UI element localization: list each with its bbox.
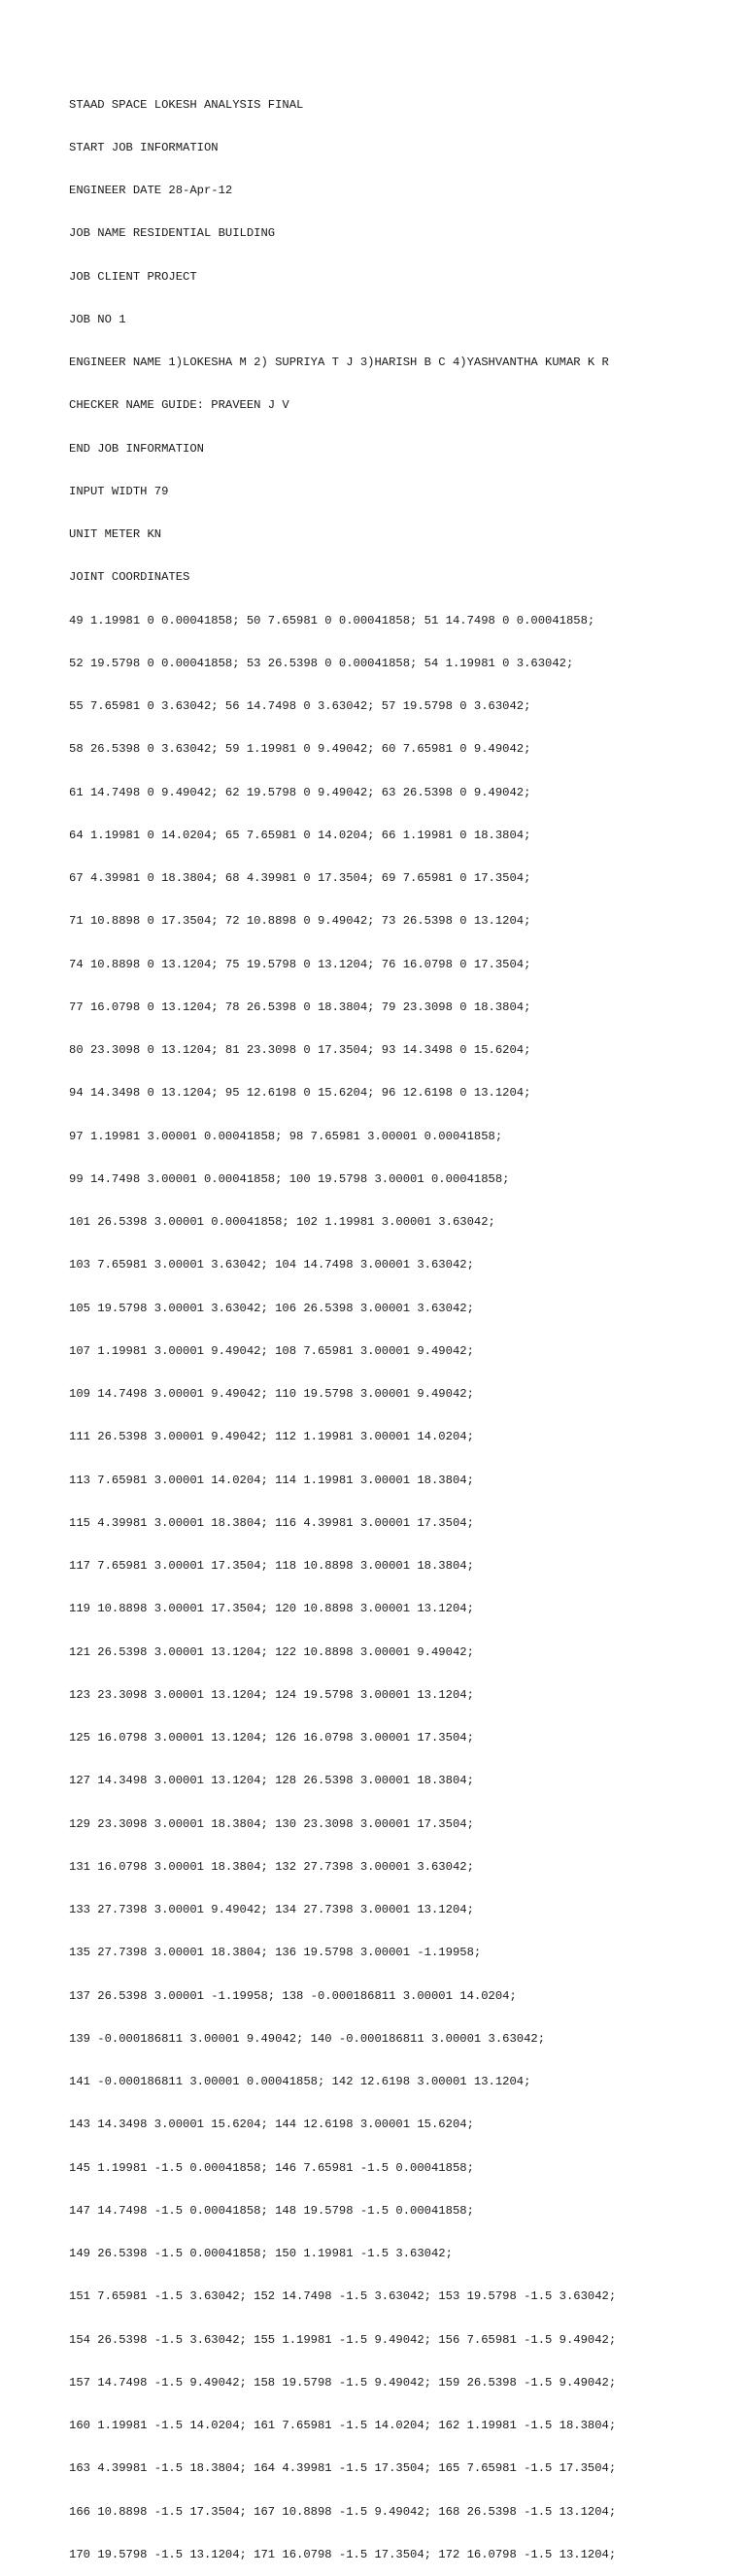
text-line: START JOB INFORMATION bbox=[69, 140, 219, 154]
text-line: 145 1.19981 -1.5 0.00041858; 146 7.65981 -1.5 0.00041858; bbox=[69, 2160, 474, 2175]
text-line: JOINT COORDINATES bbox=[69, 570, 190, 585]
text-line: 143 14.3498 3.00001 15.6204; 144 12.6198 3.00001 15.6204; bbox=[69, 2118, 474, 2132]
text-line: 115 4.39981 3.00001 18.3804; 116 4.39981 3.00001 17.3504; bbox=[69, 1515, 474, 1530]
text-line: 129 23.3098 3.00001 18.3804; 130 23.3098 3.00001 17.3504; bbox=[69, 1816, 474, 1831]
text-line: 94 14.3498 0 13.1204; 95 12.6198 0 15.6204; 96 12.6198 0 13.1204; bbox=[69, 1086, 531, 1101]
text-line: 61 14.7498 0 9.49042; 62 19.5798 0 9.49042; 63 26.5398 0 9.49042; bbox=[69, 785, 531, 799]
text-line: INPUT WIDTH 79 bbox=[69, 484, 169, 498]
text-line: 154 26.5398 -1.5 3.63042; 155 1.19981 -1.5 9.49042; 156 7.65981 -1.5 9.49042; bbox=[69, 2332, 617, 2347]
text-line: 113 7.65981 3.00001 14.0204; 114 1.19981 3.00001 18.3804; bbox=[69, 1473, 474, 1487]
text-line: 49 1.19981 0 0.00041858; 50 7.65981 0 0.00041858; 51 14.7498 0 0.00041858; bbox=[69, 613, 595, 627]
text-line: JOB NAME RESIDENTIAL BUILDING bbox=[69, 226, 276, 241]
text-line: 166 10.8898 -1.5 17.3504; 167 10.8898 -1.5 9.49042; 168 26.5398 -1.5 13.1204; bbox=[69, 2504, 617, 2519]
text-line: 71 10.8898 0 17.3504; 72 10.8898 0 9.49042; 73 26.5398 0 13.1204; bbox=[69, 914, 531, 929]
text-line: 170 19.5798 -1.5 13.1204; 171 16.0798 -1.5 17.3504; 172 16.0798 -1.5 13.1204; bbox=[69, 2547, 617, 2561]
text-line: 123 23.3098 3.00001 13.1204; 124 19.5798 3.00001 13.1204; bbox=[69, 1687, 474, 1702]
text-line: 52 19.5798 0 0.00041858; 53 26.5398 0 0.00041858; 54 1.19981 0 3.63042; bbox=[69, 656, 574, 670]
text-line: 163 4.39981 -1.5 18.3804; 164 4.39981 -1.5 17.3504; 165 7.65981 -1.5 17.3504; bbox=[69, 2461, 617, 2476]
text-line: 58 26.5398 0 3.63042; 59 1.19981 0 9.49042; 60 7.65981 0 9.49042; bbox=[69, 742, 531, 757]
text-line: END JOB INFORMATION bbox=[69, 441, 204, 456]
text-line: 135 27.7398 3.00001 18.3804; 136 19.5798 3.00001 -1.19958; bbox=[69, 1946, 482, 1960]
text-line: 80 23.3098 0 13.1204; 81 23.3098 0 17.3504; 93 14.3498 0 15.6204; bbox=[69, 1043, 531, 1057]
text-line: 139 -0.000186811 3.00001 9.49042; 140 -0.000186811 3.00001 3.63042; bbox=[69, 2031, 546, 2046]
text-line: 117 7.65981 3.00001 17.3504; 118 10.8898 3.00001 18.3804; bbox=[69, 1559, 474, 1573]
document-text-body bbox=[69, 69, 739, 2576]
text-line: 107 1.19981 3.00001 9.49042; 108 7.65981 3.00001 9.49042; bbox=[69, 1343, 474, 1358]
text-line: 111 26.5398 3.00001 9.49042; 112 1.19981 3.00001 14.0204; bbox=[69, 1430, 474, 1444]
text-line: 127 14.3498 3.00001 13.1204; 128 26.5398 3.00001 18.3804; bbox=[69, 1774, 474, 1788]
text-line: 147 14.7498 -1.5 0.00041858; 148 19.5798 -1.5 0.00041858; bbox=[69, 2203, 474, 2218]
text-line: 77 16.0798 0 13.1204; 78 26.5398 0 18.3804; 79 23.3098 0 18.3804; bbox=[69, 1000, 531, 1014]
text-line: 55 7.65981 0 3.63042; 56 14.7498 0 3.63042; 57 19.5798 0 3.63042; bbox=[69, 699, 531, 713]
text-line: JOB CLIENT PROJECT bbox=[69, 269, 197, 284]
text-line: 74 10.8898 0 13.1204; 75 19.5798 0 13.1204; 76 16.0798 0 17.3504; bbox=[69, 957, 531, 971]
text-line: 67 4.39981 0 18.3804; 68 4.39981 0 17.3504; 69 7.65981 0 17.3504; bbox=[69, 871, 531, 885]
text-line: 119 10.8898 3.00001 17.3504; 120 10.8898 3.00001 13.1204; bbox=[69, 1602, 474, 1616]
text-line: 99 14.7498 3.00001 0.00041858; 100 19.5798 3.00001 0.00041858; bbox=[69, 1171, 510, 1186]
text-line: ENGINEER NAME 1)LOKESHA M 2) SUPRIYA T J 3)HARISH B C 4)YASHVANTHA KUMAR K R bbox=[69, 356, 609, 369]
text-line: 157 14.7498 -1.5 9.49042; 158 19.5798 -1.5 9.49042; 159 26.5398 -1.5 9.49042; bbox=[69, 2375, 617, 2390]
text-line: 141 -0.000186811 3.00001 0.00041858; 142 12.6198 3.00001 13.1204; bbox=[69, 2075, 531, 2088]
text-line: 149 26.5398 -1.5 0.00041858; 150 1.19981 -1.5 3.63042; bbox=[69, 2247, 453, 2260]
text-line: 64 1.19981 0 14.0204; 65 7.65981 0 14.0204; 66 1.19981 0 18.3804; bbox=[69, 828, 531, 842]
text-line: CHECKER NAME GUIDE: PRAVEEN J V bbox=[69, 398, 289, 413]
text-line: 160 1.19981 -1.5 14.0204; 161 7.65981 -1.5 14.0204; 162 1.19981 -1.5 18.3804; bbox=[69, 2419, 617, 2432]
text-line: STAAD SPACE LOKESH ANALYSIS FINAL bbox=[69, 97, 304, 112]
text-line: 109 14.7498 3.00001 9.49042; 110 19.5798 3.00001 9.49042; bbox=[69, 1387, 474, 1401]
text-line: UNIT METER KN bbox=[69, 527, 162, 541]
text-line: 97 1.19981 3.00001 0.00041858; 98 7.65981 3.00001 0.00041858; bbox=[69, 1129, 503, 1143]
text-line: 137 26.5398 3.00001 -1.19958; 138 -0.000186811 3.00001 14.0204; bbox=[69, 1988, 517, 2003]
text-line: ENGINEER DATE 28-Apr-12 bbox=[69, 184, 233, 197]
text-line: 125 16.0798 3.00001 13.1204; 126 16.0798 3.00001 17.3504; bbox=[69, 1731, 474, 1745]
text-line: 103 7.65981 3.00001 3.63042; 104 14.7498 3.00001 3.63042; bbox=[69, 1258, 474, 1272]
text-line: 101 26.5398 3.00001 0.00041858; 102 1.19981 3.00001 3.63042; bbox=[69, 1215, 495, 1229]
text-line: 133 27.7398 3.00001 9.49042; 134 27.7398 3.00001 13.1204; bbox=[69, 1903, 474, 1916]
text-line: 121 26.5398 3.00001 13.1204; 122 10.8898 3.00001 9.49042; bbox=[69, 1644, 474, 1659]
text-line: JOB NO 1 bbox=[69, 312, 126, 326]
text-line: 131 16.0798 3.00001 18.3804; 132 27.7398 3.00001 3.63042; bbox=[69, 1859, 474, 1874]
text-line: 105 19.5798 3.00001 3.63042; 106 26.5398 3.00001 3.63042; bbox=[69, 1301, 474, 1315]
text-line: 151 7.65981 -1.5 3.63042; 152 14.7498 -1.5 3.63042; 153 19.5798 -1.5 3.63042; bbox=[69, 2289, 617, 2304]
